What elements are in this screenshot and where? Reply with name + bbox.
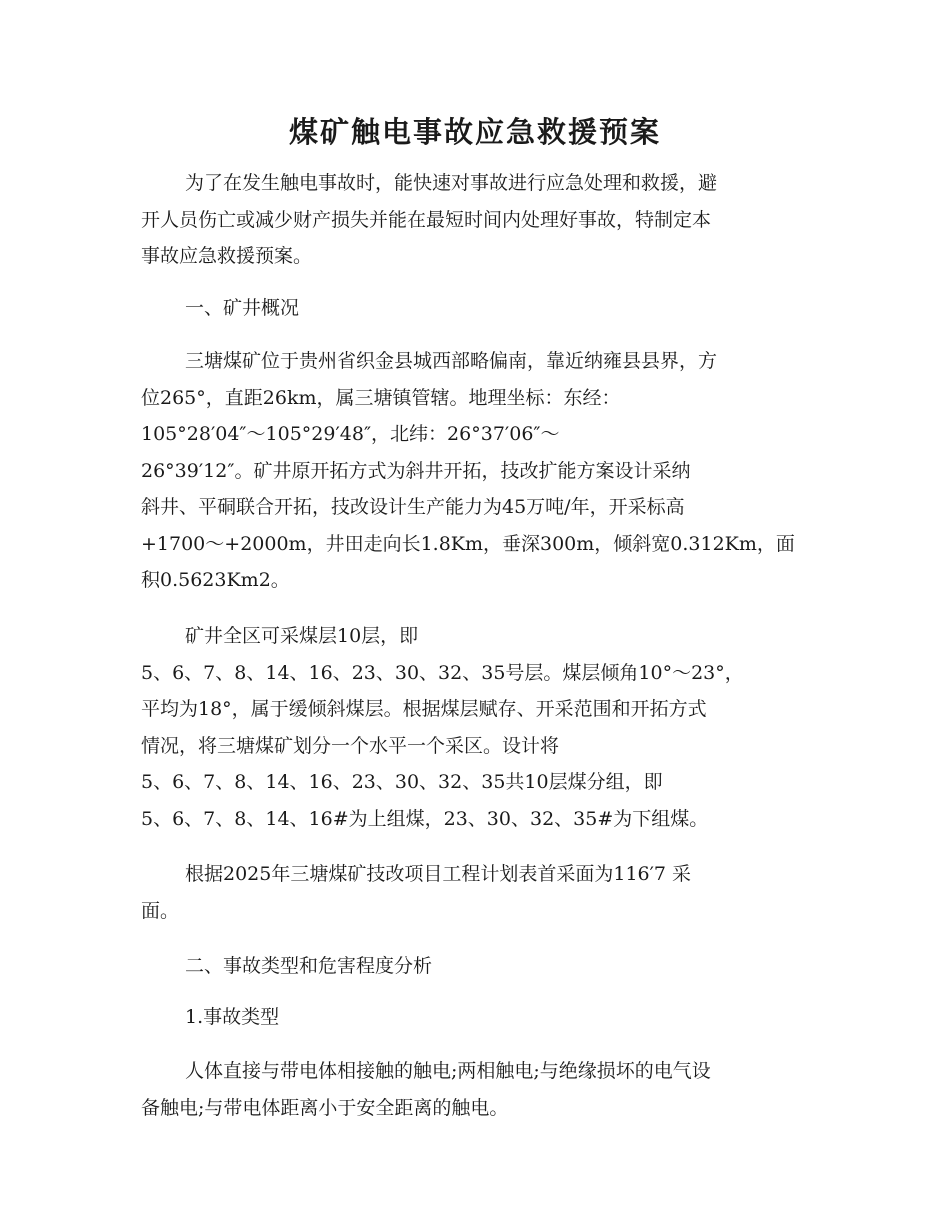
section-heading-mine-overview xyxy=(141,290,801,327)
paragraph-line: +1700～+2000m，井田走向长1.8Km，垂深300m，倾斜宽0.312Km，面 xyxy=(141,532,795,555)
section-heading-accident-analysis xyxy=(141,948,801,985)
paragraph-line: 三塘煤矿位于贵州省织金县城西部略偏南，靠近纳雍县县界，方 xyxy=(185,350,718,372)
paragraph-line: 矿井全区可采煤层10层，即 xyxy=(185,625,419,647)
document-title: 煤矿触电事故应急救援预案 xyxy=(288,115,661,149)
paragraph-line: 位265°，直距26km，属三塘镇管辖。地理坐标：东经： xyxy=(141,386,621,409)
paragraph-line: 人体直接与带电体相接触的触电;两相触电;与绝缘损坏的电气设 xyxy=(185,1060,711,1082)
subsection-heading-text: 1.事故类型 xyxy=(185,1006,280,1028)
paragraph-line: 事故应急救援预案。 xyxy=(141,245,313,267)
mine-location-paragraph xyxy=(141,343,801,599)
paragraph-line: 5、6、7、8、14、16、23、30、32、35号层。煤层倾角10°～23°， xyxy=(141,661,744,684)
paragraph-line: 情况，将三塘煤矿划分一个水平一个采区。设计将 xyxy=(141,734,560,757)
coal-seam-paragraph xyxy=(141,618,801,837)
intro-paragraph xyxy=(141,165,801,275)
section-heading-text: 一、矿井概况 xyxy=(185,297,300,319)
subsection-heading-accident-type xyxy=(141,999,801,1036)
paragraph-line: 为了在发生触电事故时，能快速对事故进行应急处理和救援，避 xyxy=(185,172,718,194)
paragraph-line: 开人员伤亡或减少财产损失并能在最短时间内处理好事故，特制定本 xyxy=(141,208,712,231)
paragraph-line: 根据2025年三塘煤矿技改项目工程计划表首采面为116′7 采 xyxy=(185,863,692,885)
paragraph-line: 5、6、7、8、14、16、23、30、32、35共10层煤分组，即 xyxy=(141,771,663,793)
first-mining-face-paragraph xyxy=(141,856,801,929)
paragraph-line: 5、6、7、8、14、16#为上组煤，23、30、32、35#为下组煤。 xyxy=(141,807,709,830)
paragraph-line: 平均为18°，属于缓倾斜煤层。根据煤层赋存、开采范围和开拓方式 xyxy=(141,698,707,720)
paragraph-line: 105°28′04″～105°29′48″，北纬：26°37′06″～ xyxy=(141,423,560,445)
paragraph-line: 26°39′12″。矿井原开拓方式为斜井开拓，技改扩能方案设计采纳 xyxy=(141,459,691,482)
paragraph-line: 备触电;与带电体距离小于安全距离的触电。 xyxy=(141,1096,509,1119)
paragraph-line: 斜井、平硐联合开拓，技改设计生产能力为45万吨/年，开采标高 xyxy=(141,496,685,518)
section-heading-text: 二、事故类型和危害程度分析 xyxy=(185,955,433,977)
accident-type-paragraph xyxy=(141,1053,801,1126)
paragraph-line: 积0.5623Km2。 xyxy=(141,569,290,591)
paragraph-line: 面。 xyxy=(141,899,180,922)
